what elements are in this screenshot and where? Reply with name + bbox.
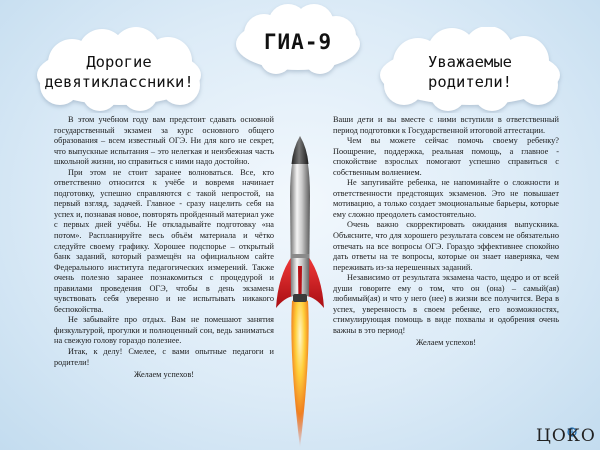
parents-paragraph-5: Независимо от результата экзамена часто, щедро и от всей души говорите ему о том, что он (она) – самый(ая) любимый(ая) и что у него (нее) в жизни все получится. Вера в успех, уверенность в своем ребенке, его возможностях, стимулирующая помощь в виде похвалы и одобрения очень важны в это период!	[333, 273, 559, 335]
parents-paragraph-3: Не запугивайте ребенка, не напоминайте о сложности и ответственности предстоящих экзаменов. Это не повышает мотивацию, а только создает эмоциональные барьеры, которые ему сложно преодолеть самостоятельно.	[333, 178, 559, 219]
rocket-band	[291, 254, 310, 258]
page-title: ГИА-9	[263, 30, 333, 54]
rocket-flame	[291, 299, 308, 449]
parents-paragraph-4: Очень важно скорректировать ожидания выпускника. Объясните, что для хорошего результата совсем не обязательно отвечать на все вопросы ОГЭ. Гораздо эффективнее спокойно дать ответы на те вопросы, которые он знает наверняка, чем переживать из-за нерешенных заданий.	[333, 220, 559, 272]
rocket-illustration	[274, 136, 326, 448]
students-paragraph-2: При этом не стоит заранее волноваться. Все, кто ответственно относится к учёбе и вовремя начинает подготовку, успешно справляются с такой непростой, на первый взгляд, задачей. Главное - сразу нацелить себя на успех и, познавая новое, повторять пройденный материал уже с первых дней учёбы. Не откладывайте подготовку «на потом». Распланируйте весь объём материала и чётко следуйте своему графику. Хорошее подспорье – открытый банк заданий, который размещён на официальном сайте Федерального института педагогических измерений. Также очень полезно заранее познакомиться с процедурой и правилами проведения ОГЭ, чтобы в день экзамена чувствовать себя уверенно и не испытывать никакого беспокойства.	[54, 167, 274, 314]
cloud-greeting-students	[30, 27, 208, 113]
cloud-parents-text	[372, 27, 568, 115]
logo-text: ЦОКО	[536, 426, 596, 446]
cloud-greeting-parents	[372, 27, 568, 113]
coko-logo	[530, 424, 600, 450]
students-paragraph-4: Итак, к делу! Смелее, с вами опытные педагоги и родители!	[54, 347, 274, 367]
parents-paragraph-1: Ваши дети и вы вместе с ними вступили в ответственный период подготовки к Государственной итоговой аттестации.	[333, 115, 559, 135]
students-text-column	[54, 115, 274, 381]
students-sign-off: Желаем успехов!	[133, 370, 195, 380]
cloud-greeting-text	[30, 27, 208, 115]
parents-sign-off: Желаем успехов!	[415, 338, 477, 348]
parents-paragraph-2: Чем вы можете сейчас помочь своему ребенку? Поощрение, поддержка, реальная помощь, а главное - спокойствие взрослых помогают успешно справиться с собственным волнением.	[333, 136, 559, 177]
students-paragraph-3: Не забывайте про отдых. Вам не помешают занятия физкультурой, прогулки и полноценный сон, ведь заниматься на свежую голову гораздо полезнее.	[54, 315, 274, 346]
greeting-line-1: Дорогие	[86, 53, 152, 71]
rocket-nose	[292, 136, 309, 164]
rocket-fin-left	[276, 256, 293, 308]
parents-text-column	[333, 115, 559, 349]
parents-line-2: родители!	[428, 73, 512, 91]
greeting-line-2: девятиклассники!	[44, 73, 194, 91]
rocket-fin-right	[307, 256, 324, 308]
rocket-nozzle	[293, 294, 307, 302]
students-paragraph-1: В этом учебном году вам предстоит сдавать основной государственный экзамен за курс основного общего образования – всем известный ОГЭ. Ни для кого не секрет, что выпускные испытания – это нелегкая и неизбежная часть школьной жизни, но справиться с ними надо достойно.	[54, 115, 274, 167]
cloud-title	[228, 2, 368, 82]
parents-line-1: Уважаемые	[428, 53, 512, 71]
